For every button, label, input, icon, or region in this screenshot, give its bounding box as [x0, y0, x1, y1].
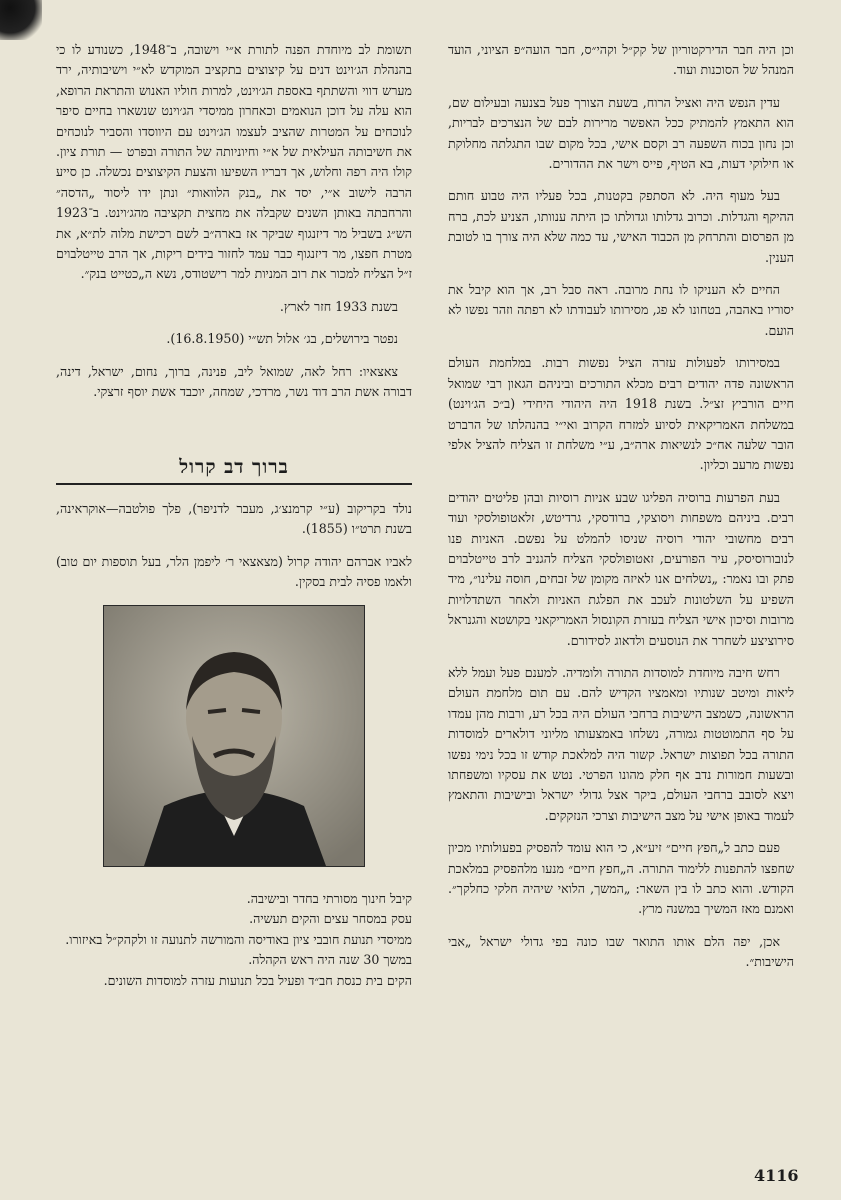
paragraph: נפטר בירושלים, בג׳ אלול תש״י (16.8.1950).: [166, 331, 398, 347]
bio-line: עסק במסחר עצים והקים תעשיה.: [249, 911, 412, 927]
paragraph: במסירותו לפעולות עזרה הציל נפשות רבות. במלחמת העולם הראשונה פדה יהודים רבים מכלא התורכים וביניהם הגאון רבי שמואל חיים הורביץ זצ״ל. בשנת 1918 היה היהודי היחידי (ב״כ הג׳וינט) במשלחת האמריקאית לסיוע למזרח הקרוב ואי״י בהנהלתו של הרברט הובר שלעה אח״כ לנשיאות ארה״ב, ע״י משלחת זו הצליח להציל אלפי נפשות מרעב וכליון.: [448, 355, 794, 473]
paragraph: בשנת 1933 חזר לארץ.: [279, 298, 398, 314]
page-number: 4116: [754, 1166, 799, 1185]
paragraph: רחש חיבה מיוחדת למוסדות התורה ולומדיה. למענם פעל ועמל ללא ליאות ומיטב שנותיו ומאמציו הקדיש להם. עם תום מלחמת העולם הראשונה, כשמצב הישיבות ברחבי העולם היה בכל רע, ורבות מהן עמדו על סף התמוטטות גמורה, נשלחו באמצעותו מליוני דולארים למוסדות התורה בכל תפוצות ישראל. קשור היה למלאכת קודש זו בכל נימי נפשו ובשעות חמורות נדב אף חלק מהונו הפרטי. נטש את עסקיו ומשפחתו ויצא לסובב ברחבי העולם, ביקר אצל גדולי ישראל ובישיבות והתאמץ לעמוד באופן אישי על מצב הישיבות וצרכי הנזקקים.: [448, 664, 794, 823]
bio-intro: לאביו אברהם יהודה קרול (מצאצאי ר׳ ליפמן הלר, בעל תוספות יום טוב) ולאמו פסיה לבית בסקין.: [56, 553, 412, 590]
bio-intro: נולד בקריקוב (ע״י קרמנצ׳ג, מעבר לדניפר), פלך פולטבה—אוקראינה, בשנת תרט״ו (1855).: [56, 500, 412, 537]
bio-line: ממיסדי תנועת חובבי ציון באודיסה והמורשה לתנועה זו ולקהק״ל באיזורו.: [65, 931, 412, 947]
paragraph: פעם כתב ל„חפץ חיים״ זיע״א, כי הוא עומד להפסיק בפעולותיו מכיון שחפצו להתפנות ללימוד התורה. ה„חפץ חיים״ מנעו מלהפסיק במלאכת הקודש. והוא כתב לו בין השאר: „המשך, הלואי שיהיה חלקי כחלקך״. ואמנם מאז המשיך במשנה מרץ.: [448, 840, 794, 917]
paragraph: עדין הנפש היה ואציל הרוח, בשעת הצורך פעל בצנעה ובעילום שם, הוא התאמץ להמתיק ככל האפשר מרירות לבם של הנצרכים לבריות, וכן נחון בכוח השפעה רב וקסם אישי, בכל מקום שבו התגלתה מחלוקת או חילוקי דעות, בא הטיף, פייס וישר את ההדורים.: [448, 94, 794, 172]
paragraph: בעת הפרעות ברוסיה הפליגו שבע אניות רוסיות ובהן פליטים יהודים רבים. ביניהם משפחות ויסוצקי, ברודסקי, גרדיטש, זלאטופולסקי ועוד רבים מחשובי יהודי רוסיה שניסו להמלט על נפשם. האניות פנו לנובורוסיסק, עיר הפורעים, זאטופולסקי הצליח להגניב לרב טייטלבוים פתק ובו נאמר: „נשלחים אנו לאיזה מקומן של זבחים, חוסה עלינו״, מיד השפיע על השלטונות לעכב את הפלגת האניות ולאחר השתדלויות מרובות וסיכון אישי הצליח בעזרת הקונסול האמריקאני בקושטא והגנראל סירוציצע לשחרר את הנוסעים ולדאוג לסידורם.: [448, 489, 794, 648]
paragraph: בעל מעוף היה. לא הסתפק בקטנות, בכל פעליו היה טבוע חותם ההיקף והגדלות. וכרוב גדלותו וגדולתו כן היתה ענוותו, הצניע לכת, ברח מן הפרסום והתרחק מן הכבוד האישי, עד כמה שלא היה צורך בו לטובת הענין.: [448, 188, 794, 265]
bio-list: [56, 889, 412, 992]
left-text-column: [56, 40, 412, 992]
section-heading: ברוך דב קרול: [56, 457, 412, 485]
right-text-column: [448, 40, 794, 985]
paragraph: תשומת לב מיוחדת הפנה לתורת א״י וישובה, ב־1948, כשנודע לו כי בהנהלת הג׳וינט דנים על קיצוצים בתקציב המוקדש לא״י וישיבותיה, ירד מערש דווי והשתתף באספת הג׳וינט, למרות חוליו האנוש והתראת הרופא, הוא עלה על דוכן הנואמים וכאחרון ממיסדי הג׳וינט שנשארו בחיים סיפר לנוכחים על המטרות שהציב לעצמו הג׳וינט עם היווסדו והסביר לנוכחים את חשיבותה העילאית של א״י וחיוניותה של התורה ובפרט — תורת ציון. קולו היה רפה וחלוש, אך דבריו השפיעו והצעת הקיצוצים נכשלה. כן סייע הרבה לישוב א״י, יסד את „בנק הלוואות״ ונתן ידו ליסוד „הדסה״ והרחבתה באותן השנים שקבלה את מחצית תקציבה מהג׳וינט. ב־1923 הש״ג בשביל מר דיזנגוף שביקר אז בארה״ב לשם רכישת מלוה לת״א, את מטרת חפצו, מר דיזנגוף כבר עמד לחזור בידים ריקות, אך הרב טייטלבוים ז״ל הצליח למכור את רוב המניות למר רישטודס, נשא ה„כטייט בנק״.: [56, 42, 412, 282]
paragraph: החיים לא העניקו לו נחת מרובה. ראה סבל רב, אך הוא קיבל את יסוריו באהבה, בטחונו לא פג, מסירותו לעבודתו לא רפתה וזהר נפשו לא הועם.: [448, 282, 794, 338]
bio-line: קיבל חינוך מסורתי בחדר ובישיבה.: [246, 890, 412, 906]
bio-line: במשך 30 שנה היה ראש הקהלה.: [248, 952, 412, 968]
portrait-photo: [103, 605, 365, 867]
scan-corner-shadow: [0, 0, 42, 40]
bio-line: הקים בית כנסת חב״ד ופעיל בכל תנועות עזרה למוסדות השונים.: [103, 972, 412, 988]
paragraph: וכן היה חבר הדירקטוריון של קק״ל וקהי״ס, חבר הועה״פ הציוני, הועד המנהל של הסוכנות ועוד.: [448, 42, 794, 78]
descendants-paragraph: צאצאיו: רחל לאה, שמואל ליב, פנינה, ברוך, נחום, ישראל, דינה, דבורה אשת הרב דוד נשר, מרדכי, שמחה, יוכבד אשת יוסף זרצקי.: [56, 363, 412, 400]
paragraph: אכן, יפה הלם אותו התואר שבו כונה בפי גדולי ישראל „אבי הישיבות״.: [448, 933, 794, 970]
